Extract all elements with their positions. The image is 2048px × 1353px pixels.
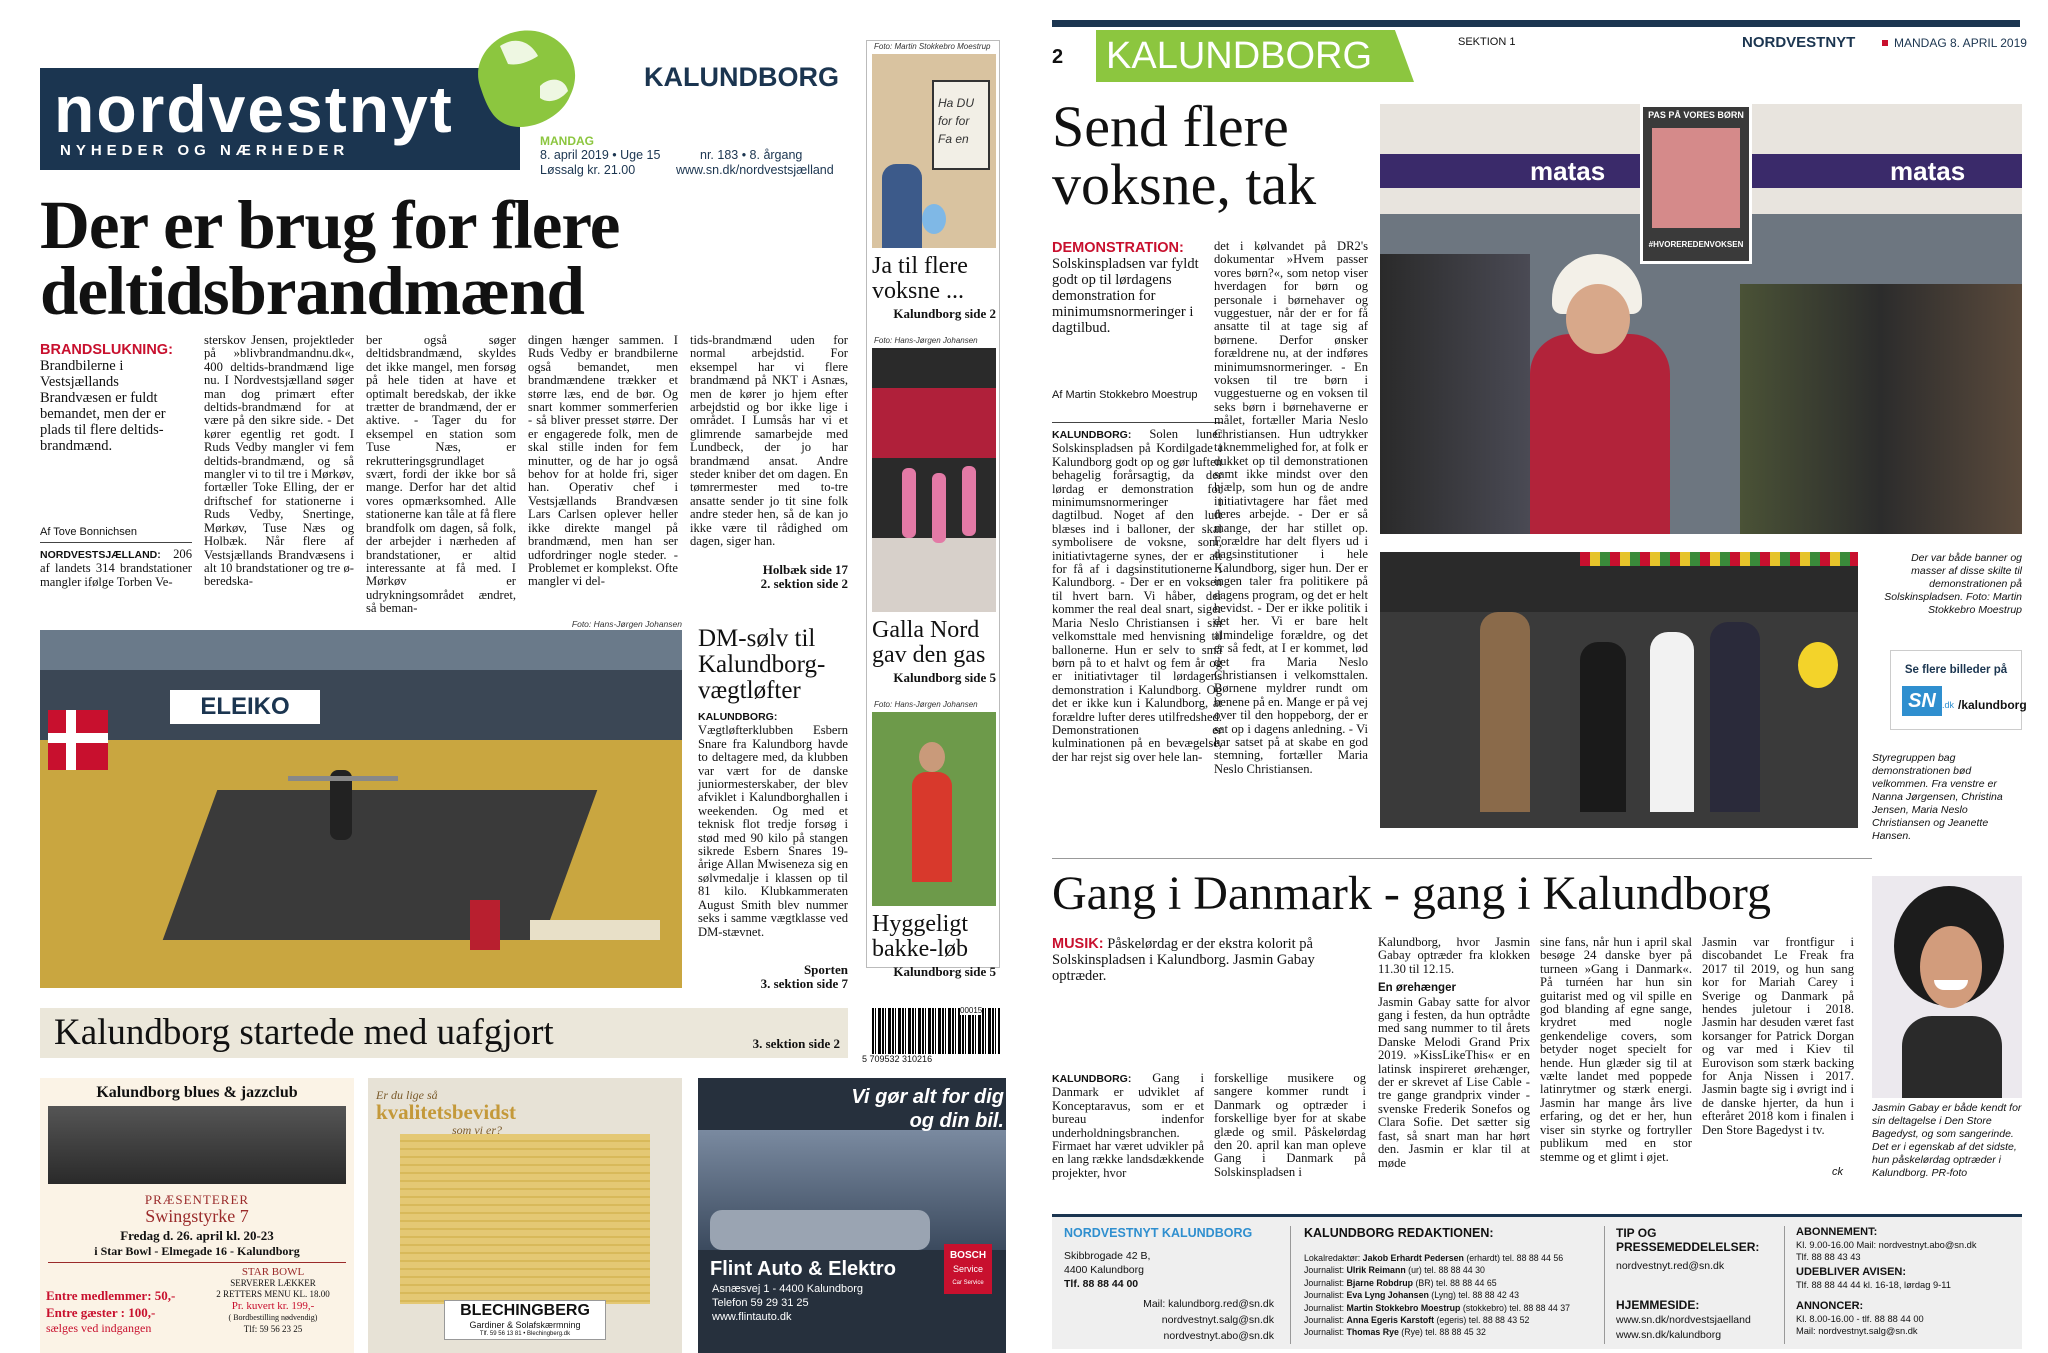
front-body-col-2: sterskov Jensen, projektleder på »blivbrandmandnu.dk«, 400 deltids-brandmænd lige nu. I Nordvestsjælland søger man dog primært efter deltids-brandmænd for at være på den sikre side. - Det kører egentlig ret godt. I Ruds Vedby mangler vi fem deltids-brandmænd, og så mangler vi to til tre i Mørkøv, fortæller Toke Elling, der er driftschef for stationerne i Ruds Vedby, Snertinge, Mørkøv, Tuse Næs og Holbæk. Når flere af Vestsjællands Brandvæsens i alt 10 brandstationer og tre ø-beredska-	[204, 333, 354, 589]
ad-blues-title: Kalundborg blues & jazzclub	[96, 1084, 298, 1101]
sidebar-photo-1[interactable]	[872, 54, 996, 248]
staff-name: Martin Stokkebro Moestrup	[1346, 1302, 1461, 1313]
staff-row	[1304, 1264, 1604, 1276]
ad-blech-tag-3: som vi er?	[452, 1123, 502, 1137]
demo-photo-stage[interactable]	[1380, 552, 1858, 828]
sn-logo-text: SN	[1908, 690, 1936, 712]
music-portrait[interactable]	[1872, 876, 2022, 1098]
stage-floor	[872, 538, 996, 612]
weightlift-photo[interactable]	[40, 630, 682, 988]
staff-role: Journalist:	[1304, 1277, 1347, 1288]
footer-top-rule	[1052, 1214, 2022, 1217]
protest-sign-hashtag: #HVOREREDENVOKSEN	[1648, 240, 1744, 249]
judges-chairs	[470, 900, 500, 950]
footer-tips-title: TIP OG PRESSEMEDDELELSER:	[1616, 1226, 1760, 1254]
runner-head	[919, 742, 945, 772]
sn-logo	[1902, 686, 1942, 716]
staff-row	[1304, 1252, 1604, 1264]
music-body-col-1	[1052, 1072, 1204, 1180]
portrait-smile	[1934, 980, 1968, 990]
staff-role: Journalist:	[1304, 1315, 1347, 1326]
edition-day: MANDAG	[540, 134, 594, 148]
sidebar-credit-1: Foto: Martin Stokkebro Moestrup	[874, 42, 991, 51]
ad-blues-divider	[48, 1262, 346, 1263]
staff-name: Thomas Rye	[1346, 1327, 1399, 1338]
ad-blues-phone: Tlf: 59 56 23 25	[243, 1324, 303, 1334]
footer-divider-1	[1290, 1226, 1291, 1344]
ad-blues-menu-note: ( Bordbestilling nødvendig)	[228, 1313, 318, 1322]
ad-flint-footer: Car Service	[952, 1280, 984, 1286]
promo-1-ref[interactable]: Kalundborg side 2	[893, 306, 996, 321]
demo-body-kicker: KALUNDBORG:	[1052, 429, 1132, 441]
header-brand: NORDVESTNYT	[1742, 34, 1856, 51]
ad-flint-slogan-2: og din bil.	[909, 1110, 1004, 1132]
protest-sign-photo	[1652, 128, 1740, 228]
footer-missing-title: UDEBLIVER AVISEN:	[1796, 1266, 1907, 1278]
staff-name: Anna Egeris Karstoft	[1346, 1315, 1435, 1326]
sn-promo-line: Se flere billeder på	[1904, 664, 2008, 676]
music-body-col-4: sine fans, når hun i april skal besøge 24 danske byer på turneen »Gang i Danmark«. På turnéen har hun sin guitarist med og vil spille en god blanding af egne sange, krydret med nogle genkendelige covers, som betyder noget specielt for hende. Hun glæder sig til at vælte landet med poppede latinrytmer og stærk energi. Jasmin har mange års live erfaring, og det er her, hun viser sin styrke og fortryller publikum med en stor stemme og et glimt i øjet.	[1540, 935, 1692, 1164]
ad-blech-sub: Gardiner & Solafskærmning	[469, 1320, 581, 1330]
footer-office-title: NORDVESTNYT KALUNDBORG	[1064, 1226, 1253, 1240]
front-lead	[40, 342, 192, 454]
danish-flag-cross-v	[66, 710, 76, 770]
sport-banner-ref[interactable]: 3. sektion side 2	[752, 1036, 840, 1051]
ad-flint-bosch: BOSCH	[949, 1250, 987, 1261]
footer-staff-list	[1304, 1252, 1604, 1339]
front-headline: Der er brug for flere deltidsbrandmænd	[40, 187, 620, 329]
front-ref-2[interactable]: 2. sektion side 2	[760, 576, 848, 591]
ad-blues-price-members: Entre medlemmer: 50,-	[46, 1288, 176, 1303]
barbell	[288, 776, 398, 781]
demo-byline: Af Martin Stokkebro Moestrup	[1052, 389, 1198, 401]
balloon	[922, 204, 946, 234]
header-square	[1882, 40, 1888, 46]
sign-board-text: Ha DU for for Fa en	[938, 96, 975, 146]
store-sign-right: matas	[1890, 156, 1966, 186]
staff-row	[1304, 1289, 1604, 1301]
crowd-left	[1380, 254, 1530, 534]
promo-2-title[interactable]: Galla Nord gav den gas	[872, 617, 986, 668]
staff-row	[1304, 1302, 1604, 1314]
music-col3a-text: Kalundborg, hvor Jasmin Gabay optræder fra klokken 11.30 til 12.15.	[1378, 935, 1530, 976]
weightlift-credit: Foto: Hans-Jørgen Johansen	[571, 619, 682, 629]
music-headline: Gang i Danmark - gang i Kalundborg	[1052, 867, 1771, 920]
dancer-1	[902, 468, 916, 538]
crowd-people	[1740, 284, 2022, 534]
edition-url[interactable]: www.sn.dk/nordvestsjælland	[676, 163, 834, 177]
staff-contact: (stokkebro) tel. 88 88 44 37	[1460, 1302, 1570, 1313]
staff-role: Journalist:	[1304, 1302, 1347, 1313]
edition-date: 8. april 2019 • Uge 15	[540, 148, 661, 162]
footer-missing-1: Tlf. 88 88 44 44 kl. 16-18, lørdag 9-11	[1796, 1280, 1951, 1290]
front-byline: Af Tove Bonnichsen	[40, 526, 138, 538]
sidebar-photo-3[interactable]	[872, 712, 996, 906]
logo-wordmark: nordvestnyt	[54, 72, 454, 146]
ad-flint-phone: Telefon 59 29 31 25	[712, 1297, 809, 1309]
weightlift-ref-2[interactable]: 3. sektion side 7	[760, 976, 848, 991]
footer-office-mail-2[interactable]: nordvestnyt.salg@sn.dk	[1161, 1314, 1274, 1326]
sidebar-credit-2: Foto: Hans-Jørgen Johansen	[874, 336, 978, 345]
footer-ads-title: ANNONCER:	[1796, 1300, 1864, 1312]
edition-issue: nr. 183 • 8. årgang	[700, 148, 803, 162]
ad-blech-contact: Tlf. 59 56 13 81 • Blechingberg.dk	[479, 1331, 571, 1337]
barcode-number: 00015	[960, 1006, 983, 1015]
ad-blues-menu: 2 RETTERS MENU KL. 18.00	[216, 1289, 330, 1299]
judges-table	[530, 920, 660, 940]
demo-lead	[1052, 240, 1222, 336]
music-lead-text: Påskelørdag er der ekstra kolorit på Solskinspladsen i Kalundborg. Jasmin Gabay optræder.	[1052, 936, 1315, 984]
ad-blech-curtain	[400, 1134, 650, 1304]
footer-divider-2	[1604, 1226, 1605, 1344]
music-col3b-text: Jasmin Gabay satte for alvor gang i festen, da hun optrådte med sang nummer to til årets Danske Melodi Grand Prix 2019. »KissLikeThis« er en latinsk inspireret ørehænger, der er skrevet af Lise Cable - tre gange grandprix vinder - svenske Frederik Sonefos og Clara Sofie. Det sætter sig fast, så snart man har hørt den. Jasmin er klar til at møde	[1378, 994, 1530, 1170]
byline-rule	[40, 542, 192, 543]
person-child	[882, 164, 922, 248]
demo-caption-1: Der var både banner og masser af disse skilte til demonstrationen på Solskinspladsen. Foto: Martin Stokkebro Moestrup	[1884, 552, 2022, 616]
staff-contact: (BR) tel. 88 88 44 65	[1413, 1277, 1497, 1288]
ad-flint-address: Asnæsvej 1 - 4400 Kalundborg	[712, 1283, 864, 1295]
ad-blues-date: Fredag d. 26. april kl. 20-23	[120, 1228, 274, 1243]
footer-staff-title: KALUNDBORG REDAKTIONEN:	[1304, 1226, 1494, 1240]
footer-ads-2[interactable]: Mail: nordvestnyt.salg@sn.dk	[1796, 1326, 1918, 1336]
portrait-face	[1920, 926, 1982, 1008]
edition-name: KALUNDBORG	[644, 62, 839, 92]
staff-name: Bjarne Robdrup	[1346, 1277, 1414, 1288]
sn-promo-path: /kalundborg	[1958, 698, 2027, 712]
footer-office-address-2: 4400 Kalundborg	[1064, 1264, 1144, 1276]
speaker-1	[1480, 612, 1530, 812]
footer-tips-mail[interactable]: nordvestnyt.red@sn.dk	[1616, 1260, 1725, 1272]
portrait-body	[1902, 1016, 2002, 1098]
footer-abo-2: Tlf. 88 88 43 43	[1796, 1252, 1861, 1262]
front-body-col-4: dingen hænger sammen. I Ruds Vedby er brandbilerne også bemandet, men brandmændene trækker et større læs, end de bør. Og snart kommer sommerferien - så bliver presset større. Der er engagerede folk, men de skal stille inden for fem minutter, og de har jo også behov for at holde fri, siger han. Operativ chef i Vestsjællands Brandvæsen Lars Carlsen oplever heller ikke direkte mangel på brandmænd, men han ser udfordringer nogle steder. - Problemet er komplekst. Ofte mangler vi del-	[528, 333, 678, 589]
eleiko-banner: ELEIKO	[170, 690, 320, 724]
ad-flint-cars	[710, 1210, 930, 1250]
staff-contact: (erhardt) tel. 88 88 44 56	[1463, 1253, 1564, 1263]
front-lead-kicker: BRANDSLUKNING:	[40, 342, 173, 358]
footer-web-2[interactable]: www.sn.dk/kalundborg	[1616, 1329, 1722, 1341]
music-body-col-3	[1378, 936, 1530, 1180]
danish-flag-cross-h	[48, 733, 108, 743]
ad-flint-slogan-1: Vi gør alt for dig	[851, 1086, 1004, 1108]
footer-divider-3	[1784, 1226, 1785, 1344]
weightlift-headline: DM-sølv til Kalundborg-vægtløfter	[698, 625, 826, 704]
ad-blech-tag-2: kvalitetsbevidst	[376, 1100, 517, 1124]
store-sign: matas	[1530, 156, 1606, 186]
ad-blues-price-guests: Entre gæster : 100,-	[46, 1305, 156, 1320]
staff-role: Lokalredaktør:	[1304, 1253, 1363, 1263]
ad-flint-url[interactable]: www.flintauto.dk	[712, 1311, 792, 1323]
sidebar-photo-2[interactable]	[872, 348, 996, 612]
demo-photo-crowd[interactable]	[1380, 104, 2022, 534]
edition-price: Løssalg kr. 21.00	[540, 163, 636, 177]
footer-office-phone: Tlf. 88 88 44 00	[1064, 1278, 1139, 1290]
ad-blues-venue: i Star Bowl - Elmegade 16 - Kalundborg	[94, 1244, 300, 1258]
logo-tagline: NYHEDER OG NÆRHEDER	[60, 142, 350, 159]
weightlift-text: Vægtløfterklubben Esbern Snare fra Kalundborg havde to deltagere med, da klubben var vært for de danske juniormesterskaber, der blev afviklet i Kalundborghallen i weekenden. Og med et teknisk flot tredje forsøg i stød med 90 kilo på stangen sikrede Esbern Snares 19-årige Allan Mwiseneza sig en sølvmedalje i klassen op til 81 kilo. Klubkammeraten August Smith blev nummer seks i samme vægtklasse ved DM-stævnet.	[698, 723, 848, 939]
music-sign: ck	[1832, 1166, 1843, 1178]
music-body-kicker: KALUNDBORG:	[1052, 1073, 1132, 1085]
staff-name: Ulrik Reimann	[1346, 1265, 1406, 1276]
front-body-col-5: tids-brandmænd uden for normal arbejdstid. For eksempel har vi flere brandmænd på NKT i Asnæs, men de kører jo hjem efter arbejdstid og bor ikke lige i området. I Lumsås har vi et glimrende samarbejde med Lundbeck, der jo har brandmænd ansat. Andre steder kniber det om dagen. En tømrermester med to-tre ansatte sender jo tit sine folk andre steder hen, så de kan jo ikke være til rådighed om dagen, siger han.	[690, 333, 848, 549]
staff-contact: (ur) tel. 88 88 44 30	[1405, 1265, 1485, 1276]
music-body-col1-text: Gang i Danmark er udviklet af Konceptaravus, som er et bureau indenfor underholdningsbranchen. Firmaet har været udvikler på en lang række landsdækkende projekter, hvor	[1052, 1071, 1204, 1180]
section-title: KALUNDBORG	[1106, 35, 1373, 77]
staff-row	[1304, 1314, 1604, 1326]
demo-headline: Send flere voksne, tak	[1052, 94, 1317, 217]
demo-body-col-2: det i kølvandet på DR2's dokumentar »Hvem passer vores børn?«, som netop viser hverdagen for børn og personale i børnehaver og vuggestuer, når der er for få ansatte til at tage sig af børnene. Derfor ønsker forældrene nu, at der indføres minimumsnormeringer. - En voksen til tre børn i vuggestuerne og en voksen til seks børn i børnehaverne er målet, fortæller Maria Neslo Christiansen. Hun udtrykker taknemmelighed for, at folk er dukket op til demonstrationen samt ikke mindst over den hjælp, som hun og de andre initiativtagere har fået med deres arbejde. - Der er så mange, der har stillet op. Forældre har delt flyers ud i dagsinstitutioner i hele Kalundborg, siger hun. Der er ingen taler fra politikere på dagens program, og det er helt bevidst. - Der er ikke politik i det her. Vi er bare helt almindelige forældre, og det er så fedt, at I er kommet, lød det fra Maria Neslo Christiansen i velkomsttalen. Børnene myldrer rundt om benene på en. Mange er på vej over til den hoppeborg, der er sat op i dagens anledning. - Vi har satset på at skabe en god stemning, fortæller Maria Neslo Christiansen.	[1214, 239, 1368, 776]
demo-lead-kicker: DEMONSTRATION:	[1052, 240, 1184, 256]
ad-blues-presents: PRÆSENTERER	[144, 1192, 250, 1207]
dancer-3	[962, 466, 976, 536]
footer-office-mail-1[interactable]: Mail: kalundborg.red@sn.dk	[1143, 1298, 1274, 1310]
ad-flint-bosch-service: Service	[952, 1264, 983, 1274]
promo-2-ref[interactable]: Kalundborg side 5	[893, 670, 996, 685]
ad-blues-band: Swingstyrke 7	[145, 1206, 249, 1226]
weightlift-kicker: KALUNDBORG:	[698, 711, 778, 723]
globe-icon	[460, 16, 590, 146]
yellow-balloon	[1798, 642, 1838, 688]
promo-3-title[interactable]: Hyggeligt bakke-løb	[872, 911, 968, 962]
sidebar-credit-3: Foto: Hans-Jørgen Johansen	[874, 700, 978, 709]
music-body-col-2: forskellige musikere og sangere kommer rundt i Danmark og optræder i forskellige byer for at skabe glæde og smil. Påskelørdag den 20. april kan man opleve Gang i Danmark på Solskinspladsen i	[1214, 1071, 1366, 1179]
arena-stands	[40, 670, 682, 740]
demo-body-col-1	[1052, 428, 1222, 834]
music-rule	[1052, 858, 1872, 859]
staff-role: Journalist:	[1304, 1327, 1347, 1338]
ad-blues-serves: SERVERER LÆKKER	[230, 1278, 316, 1288]
protest-sign-top: PAS PÅ VORES BØRN	[1648, 110, 1744, 120]
flag-bunting	[1580, 552, 1858, 566]
woman-face	[1566, 284, 1630, 354]
demo-caption-2: Styregruppen bag demonstrationen bød velkommen. Fra venstre er Nanna Jørgensen, Christina Jensen, Maria Neslo Christiansen og Jeanette Hansen.	[1872, 752, 2003, 842]
ad-blues-menu-price: Pr. kuvert kr. 199,-	[231, 1300, 315, 1312]
front-lead-text: Brandbilerne i Vestsjællands Brandvæsen er fuldt bemandet, men der er plads til flere deltids-brandmænd.	[40, 358, 166, 454]
footer-office-address-1: Skibbrogade 42 B,	[1064, 1250, 1151, 1262]
header-rule	[1052, 20, 2020, 27]
ad-flint-name: Flint Auto & Elektro	[710, 1258, 896, 1280]
ad-blues-starbowl: STAR BOWL	[241, 1266, 305, 1278]
section-label: SEKTION 1	[1458, 36, 1516, 48]
speaker-2	[1580, 642, 1626, 812]
runner	[912, 772, 952, 882]
staff-contact: (Lyng) tel. 88 88 42 43	[1428, 1290, 1519, 1301]
footer-web-1[interactable]: www.sn.dk/nordvestsjaelland	[1616, 1314, 1751, 1326]
header-date: MANDAG 8. APRIL 2019	[1894, 36, 2027, 50]
speaker-3	[1650, 632, 1694, 812]
music-subhead: En ørehænger	[1378, 982, 1456, 995]
dancer-2	[932, 473, 946, 543]
front-body-col-3: ber også søger deltidsbrandmænd, skyldes det ikke mangel, men forsøg på hele tiden at have et optimalt beredskab, der ikke trætter de brandmænd, der er aktive. - Tager du for eksempel en station som Tuse Næs, er rekrutteringsgrundlaget svært, fordi der ikke bor så mange. Derfor har det altid vores opmærksomhed. Alle stationerne kan tåle at få flere brandfolk om dagen, så folk, der arbejder i nærheden af brandstationer, er altid interessante at få med. I Mørkøv er udrykningsområdet ændret, så beman-	[366, 333, 516, 616]
demo-lead-text: Solskinspladsen var fyldt godt op til lørdagens demonstration for minimumsnormeringer i dagtilbud.	[1052, 256, 1199, 336]
staff-name: Jakob Erhardt Pedersen	[1362, 1253, 1464, 1263]
staff-row	[1304, 1326, 1604, 1338]
stage-red	[872, 388, 996, 458]
weightlift-body	[698, 710, 848, 958]
staff-role: Journalist:	[1304, 1265, 1347, 1276]
weightlift-ref-1[interactable]: Sporten	[803, 962, 848, 977]
footer-ads-1: Kl. 8.00-16.00 - tlf. 88 88 44 00	[1796, 1314, 1924, 1324]
ad-blech-logo: BLECHINGBERG	[460, 1302, 590, 1319]
sn-logo-dk: .dk	[1942, 700, 1955, 710]
sport-banner-headline: Kalundborg startede med uafgjort	[54, 1012, 554, 1053]
woman-red-coat	[1530, 334, 1670, 534]
music-body-col-5: Jasmin var frontfigur i discobandet Le Freak fra 2017 til 2019, og hun sang kor for Mariah Carey i Sverige og Danmark på hendes juletour i 2018. Jasmin har desuden været fast korsanger for Patrick Dorgan og var med i Kiev til Eurovison som stærk backing for Anja Nissen i 2017. Jasmin bagte sig i øvrigt ind i de danske hjerter, da hun i efteråret 2018 kom i finalen i Den Store Bagedyst i tv.	[1702, 935, 1854, 1137]
front-body-col1-text: 206 af landets 314 brandstationer mangler ifølge Torben Ve-	[40, 547, 192, 589]
demo-body-col1-text: Solen luner Solskinspladsen på Kordilgade i Kalundborg godt op og gør luften behagelig forårsagtig, da der lørdag er demonstration for minimumsnormeringer i dagtilbud. Noget af den luft blæses ind i balloner, der skal symbolisere de voksne, som, initiativtagerne synes, der er alt for få af i dagsinstitutionerne i Kalundborg. - Der er en voksen til hvert barn. Vi håber, der kommer the real deal snart, siger Maria Neslo Christiansen i sin velkomsttale med henvisning til ballonerne. Hun er selv to små børn på to et halvt og fem år og er initiativtager til lørdagens demonstration i Kalundborg. Og det er ikke kun i Kalundborg, at forældre lufter deres utilfredshed. Demonstrationen er kulminationen på en bevægelse, der har rejst sig over hele lan-	[1052, 427, 1222, 764]
staff-contact: (egeris) tel. 88 88 43 52	[1434, 1315, 1530, 1326]
staff-contact: (Rye) tel. 88 88 45 32	[1398, 1327, 1486, 1338]
footer-web-title: HJEMMESIDE:	[1616, 1298, 1700, 1312]
promo-1-title[interactable]: Ja til flere voksne ...	[872, 253, 968, 304]
staff-row	[1304, 1277, 1604, 1289]
promo-3-ref[interactable]: Kalundborg side 5	[893, 964, 996, 979]
footer-office-mail-3[interactable]: nordvestnyt.abo@sn.dk	[1163, 1330, 1274, 1342]
ad-blues-band-photo	[48, 1106, 346, 1184]
staff-name: Eva Lyng Johansen	[1346, 1290, 1429, 1301]
music-lead-kicker: MUSIK:	[1052, 936, 1104, 952]
barcode-digits: 5 709532 310216	[862, 1054, 933, 1064]
music-caption: Jasmin Gabay er både kendt for sin deltagelse i Den Store Bagedyst, og som sangerinde. Det er i egenskab af det sidste, hun påskelørdag optræder i Kalundborg. PR-foto	[1872, 1102, 2022, 1179]
ad-blues-note: sælges ved indgangen	[46, 1321, 152, 1335]
footer-abo-title: ABONNEMENT:	[1796, 1226, 1878, 1238]
demo-byline-rule	[1052, 422, 1222, 423]
ad-blech-tag-1: Er du lige så	[376, 1088, 438, 1102]
front-body-col-1	[40, 548, 192, 592]
page-number: 2	[1052, 46, 1064, 68]
speaker-4	[1710, 622, 1760, 812]
front-ref-1[interactable]: Holbæk side 17	[762, 562, 848, 577]
footer-abo-1: Kl. 9.00-16.00 Mail: nordvestnyt.abo@sn.dk	[1796, 1240, 1977, 1250]
music-lead	[1052, 936, 1372, 984]
lifting-platform	[163, 790, 598, 940]
front-body-kicker: NORDVESTSJÆLLAND:	[40, 549, 161, 561]
staff-role: Journalist:	[1304, 1290, 1347, 1301]
